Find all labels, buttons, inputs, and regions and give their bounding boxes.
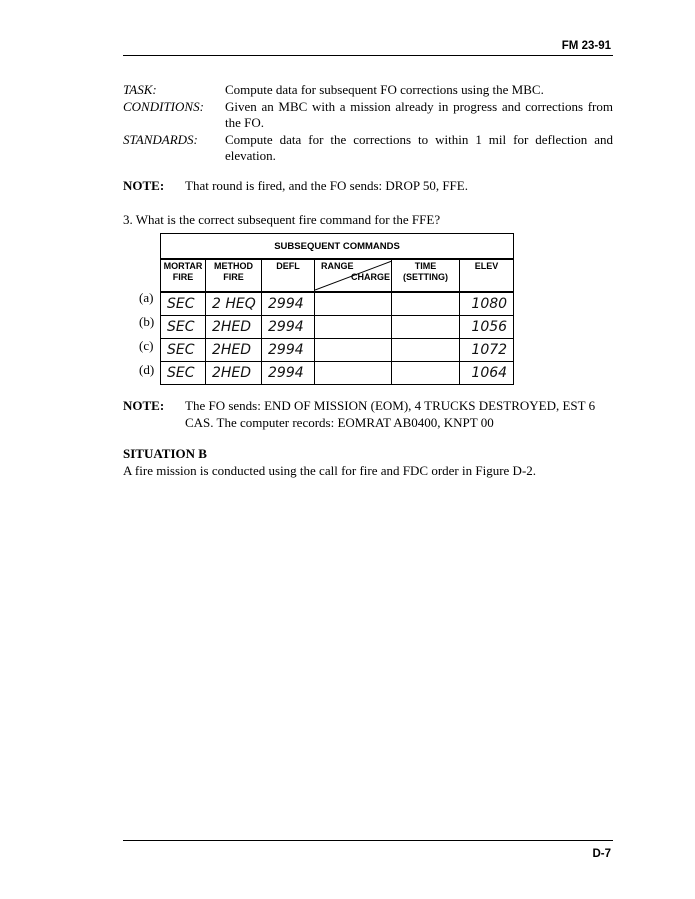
- answer-choice-labels: [139, 290, 154, 386]
- cell-elev: 1064: [460, 362, 514, 385]
- choice-label: (b): [139, 314, 155, 329]
- cell-elev: 1072: [460, 339, 514, 362]
- footer-rule: [123, 840, 613, 841]
- cell-time: [392, 362, 460, 385]
- table-title: SUBSEQUENT COMMANDS: [161, 234, 514, 260]
- table-row: [161, 316, 514, 339]
- conditions-text: Given an MBC with a mission already in progress and corrections from the FO.: [225, 98, 613, 130]
- standards-row: [123, 132, 613, 165]
- note-text: That round is fired, and the FO sends: DROP 50, FFE.: [185, 178, 468, 193]
- choice-label: (a): [139, 290, 154, 305]
- cell-method: 2HED: [206, 339, 262, 362]
- cell-range: [315, 316, 392, 339]
- cell-mortar: SEC: [161, 362, 206, 385]
- note-fo-eom: [123, 398, 613, 431]
- task-row: [123, 82, 613, 99]
- subsequent-commands-table: [160, 233, 514, 385]
- standards-label: STANDARDS:: [123, 131, 198, 147]
- note-label: NOTE:: [123, 398, 165, 413]
- col-mortar-fire: MORTAR FIRE: [161, 259, 206, 292]
- cell-time: [392, 292, 460, 316]
- col-time-setting: TIME (SETTING): [392, 259, 460, 292]
- standards-text: Compute data for the corrections to within 1 mil for deflection and elevation.: [225, 131, 613, 163]
- note-text: The FO sends: END OF MISSION (EOM), 4 TRUCKS DESTROYED, EST 6 CAS. The computer records: EOMRAT AB0400, KNPT 00: [185, 398, 596, 430]
- cell-elev: 1056: [460, 316, 514, 339]
- choice-label: (c): [139, 338, 154, 353]
- question-3: 3. What is the correct subsequent fire command for the FFE?: [123, 212, 441, 227]
- col-range: RANGE: [321, 261, 354, 271]
- header-rule: [123, 55, 613, 56]
- cell-range: [315, 362, 392, 385]
- doc-id-header: FM 23-91: [561, 40, 611, 52]
- col-method-fire: METHOD FIRE: [206, 259, 262, 292]
- note-fo-drop: [123, 178, 613, 195]
- table-row: [161, 362, 514, 385]
- col-range-charge: [315, 259, 392, 292]
- cell-mortar: SEC: [161, 292, 206, 316]
- col-elev: ELEV: [460, 259, 514, 292]
- cell-defl: 2994: [262, 339, 315, 362]
- cell-method: 2HED: [206, 316, 262, 339]
- page-number: D-7: [592, 848, 611, 860]
- conditions-row: [123, 99, 613, 132]
- conditions-label: CONDITIONS:: [123, 98, 204, 114]
- cell-defl: 2994: [262, 362, 315, 385]
- cell-defl: 2994: [262, 292, 315, 316]
- choice-label: (d): [139, 362, 155, 377]
- cell-method: 2HED: [206, 362, 262, 385]
- task-text: Compute data for subsequent FO corrections using the MBC.: [225, 82, 544, 97]
- cell-mortar: SEC: [161, 316, 206, 339]
- situation-text: A fire mission is conducted using the call for fire and FDC order in Figure D-2.: [123, 463, 537, 478]
- cell-elev: 1080: [460, 292, 514, 316]
- cell-defl: 2994: [262, 316, 315, 339]
- table-row: [161, 292, 514, 316]
- task-conditions-standards: [123, 82, 613, 165]
- note-label: NOTE:: [123, 178, 165, 193]
- col-charge: CHARGE: [350, 272, 390, 282]
- cell-method: 2 HEQ: [206, 292, 262, 316]
- col-defl: DEFL: [262, 259, 315, 292]
- cell-range: [315, 339, 392, 362]
- table-row: [161, 339, 514, 362]
- cell-time: [392, 316, 460, 339]
- cell-time: [392, 339, 460, 362]
- task-label: TASK:: [123, 82, 157, 97]
- cell-range: [315, 292, 392, 316]
- situation-heading: SITUATION B: [123, 446, 207, 461]
- cell-mortar: SEC: [161, 339, 206, 362]
